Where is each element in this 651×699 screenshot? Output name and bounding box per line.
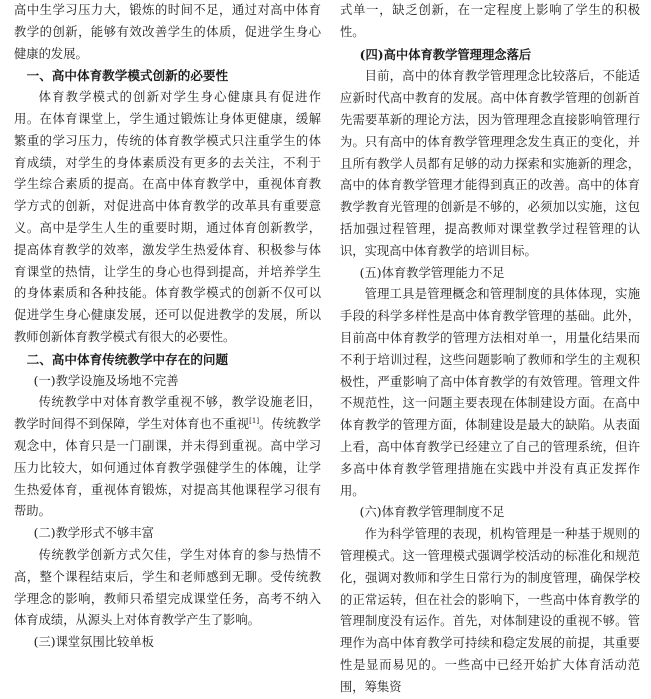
subsection-heading: (二)教学形式不够丰富	[33, 526, 154, 541]
subsection-heading: (五)体育教学管理能力不足	[359, 265, 505, 280]
paragraph-text: 传统教学中对体育教学重视不够，教学设施老旧，教学时间得不到保障，学生对体育也不重视	[14, 395, 321, 432]
left-column	[14, 0, 321, 650]
subsection-heading: (三)课堂氛围比较单板	[33, 635, 154, 650]
citation-marker[interactable]: [1]	[249, 417, 260, 426]
paragraph: 管理工具是管理概念和管理制度的具体体现，实施手段的科学多样性是高中体育教学管理的基础。此外，目前高中体育教学的管理方法相对单一，用量化结果而不利于培训过程，这些问题影响了教师和学生的主观积极性，严重影响了高中体育教学的有效管理。管理文件不规范性，这一问题主要表现在体制建设方面。在高中体育教学的管理方面，体制建设是最大的缺陷。从表面上看，高中体育教学已经建立了自己的管理系统，但许多高中体育教学管理措施在实践中并没有真正发挥作用。	[340, 287, 640, 498]
paragraph-text: 。传统教学观念中，体育只是一门副课，并未得到重视。高中学习压力比较大，如何通过体育教学强健学生的体魄，让学生热爱体育，重视体育锻炼，对提高其他课程学习很有帮助。	[14, 417, 321, 519]
paragraph: 作为科学管理的表现，机构管理是一种基于规则的管理模式。这一管理模式强调学校活动的标准化和规范化，强调对教师和学生日常行为的制度管理，确保学校的正常运转，但在社会的影响下，一些高中体育教学的管理制度没有运作。首先，对体制建设的重视不够。管理作为高中体育教学可持续和稳定发展的前提，其重要性是显而易见的。一些高中已经开始扩大体育活动范围，筹集资	[340, 527, 640, 694]
paragraph: 式单一，缺乏创新，在一定程度上影响了学生的积极性。	[340, 3, 640, 39]
right-column	[340, 0, 640, 694]
subsection-heading-text: (四)高中体育教学管理理念落后	[359, 46, 532, 62]
paragraph: 高中生学习压力大，锻炼的时间不足，通过对高中体育教学的创新，能够有效改善学生的体质，促进学生身心健康的发展。	[14, 3, 321, 61]
section-heading: 一、高中体育教学模式创新的必要性	[26, 68, 229, 84]
paragraph	[14, 392, 321, 523]
subsection-heading: (六)体育教学管理制度不足	[359, 505, 505, 520]
subsection-heading	[340, 44, 640, 67]
subsection-heading: (一)教学设施及场地不完善	[33, 373, 179, 388]
paragraph: 体育教学模式的创新对学生身心健康具有促进作用。在体育课堂上，学生通过锻炼让身体更健康，缓解繁重的学习压力，传统的体育教学模式只注重学生的体育成绩，对学生的身体素质没有更多的去关注，不利于学生综合素质的提高。在高中体育教学中，重视体育教学方式的创新，对促进高中体育教学的改革具有重要意义。高中是学生人生的重要时期，通过体育创新教学，提高体育教学的效率，激发学生热爱体育、积极参与体育课堂的热情，让学生的身心也得到提高，并培养学生的身体素质和各种技能。体育教学模式的创新不仅可以促进学生身心健康发展，还可以促进教学的发展，所以教师创新体育教学模式有很大的必要性。	[14, 90, 321, 344]
section-heading: 二、高中体育传统教学中存在的问题	[26, 351, 229, 367]
paragraph: 目前，高中的体育教学管理理念比较落后，不能适应新时代高中教育的发展。高中体育教学管理的创新首先需要革新的理论方法，因为管理理念直接影响管理行为。只有高中的体育教学管理理念发生真正的变化，并且所有教学人员都有足够的动力探索和实施新的理念，高中的体育教学管理才能得到真正的改善。高中的体育教学教育光管理的创新是不够的，必须加以实施，这包括加强过程管理，提高教师对课堂教学过程管理的认识，实现高中体育教学的培训目标。	[340, 69, 640, 258]
paragraph: 传统教学创新方式欠佳，学生对体育的参与热情不高，整个课程结束后，学生和老师感到无聊。受传统教学理念的影响，教师只希望完成课堂任务，高考不纳入体育成绩，从源头上对体育教学产生了影响。	[14, 547, 321, 628]
